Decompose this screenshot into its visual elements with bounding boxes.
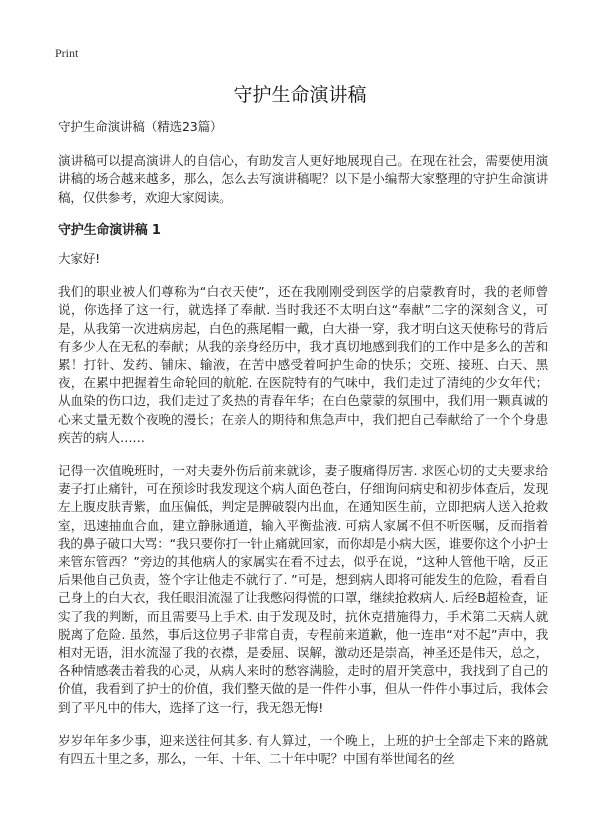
body-paragraph: 岁岁年年多少事，迎来送往何其多. 有人算过，一个晚上，上班的护士全部走下来的路就有四五十里之多，那么，一年、十年、二十年中呢？中国有举世闻名的丝 [58, 732, 548, 767]
intro-paragraph: 演讲稿可以提高演讲人的自信心，有助发言人更好地展现自己。在现在社会，需要使用演讲稿的场合越来越多，那么，怎么去写演讲稿呢？以下是小编帮大家整理的守护生命演讲稿，仅供参考，欢迎大家阅读。 [58, 153, 548, 205]
document-body [58, 118, 548, 783]
document-subtitle: 守护生命演讲稿（精选23篇） [58, 119, 223, 134]
print-link[interactable]: Print [55, 46, 79, 60]
section-heading: 守护生命演讲稿 1 [58, 222, 161, 238]
body-paragraph: 记得一次值晚班时，一对夫妻外伤后前来就诊，妻子腹痛得厉害. 求医心切的丈夫要求给妻子打止痛针，可在预诊时我发现这个病人面色苍白，仔细询问病史和初步体查后，发现左上腹皮肤青紫，血压偏低，判定是脾破裂内出血，在通知医生前，立即把病人送入抢救室，迅速抽血合血，建立静脉通道，输入平衡盐液. 可病人家属不但不听医嘱，反而指着我的鼻子破口大骂：“我只要你打一针止痛就回家，而你却是小病大医，谁要你这个小护士来管东管西？”旁边的其他病人的家属实在看不过去，似乎在说，“这种人管他干啥，反正后果他自己负责，签个字让他走不就行了. ”可是，想到病人即将可能发生的危险，看看自己身上的白大衣，我任眼泪流湿了让我憋闷得慌的口罩，继续抢救病人. 后经B超检查，证实了我的判断，而且需要马上手术. 由于发现及时，抗休克措施得力，手术第二天病人就脱离了危险. 虽然，事后这位男子非常自责，专程前来道歉，他一连串“对不起”声中，我相对无语，泪水流湿了我的衣襟，是委屈、误解，激动还是崇高，神圣还是伟天，总之，各种情感袭击着我的心灵，从病人来时的愁容满脸，走时的眉开笑意中，我找到了自己的价值，我看到了护士的价值，我们整天做的是一件件小事，但从一件件小事过后，我体会到了平凡中的伟大，选择了这一行，我无怨无悔! [58, 463, 548, 715]
greeting-text: 大家好! [58, 251, 101, 267]
body-paragraph: 我们的职业被人们尊称为“白衣天使”，还在我刚刚受到医学的启蒙教育时，我的老师曾说，你选择了这一行，就选择了奉献. 当时我还不太明白这“奉献”二字的深刻含义，可是，从我第一次进病房起，白色的燕尾帽一戴，白大褂一穿，我才明白这天使称号的背后有多少人在无私的奉献；从我的亲身经历中，我才真切地感到我们的工作中是多么的苦和累！打针、发药、铺床、输液，在苦中感受着呵护生命的快乐；交班、接班、白天、黑夜，在累中把握着生命轮回的航舵. 在医院特有的气味中，我们走过了清纯的少女年代；从血染的伤口边，我们走过了炙热的青春年华；在白色蒙蒙的氛围中，我们用一颗真诚的心来丈量无数个夜晚的漫长；在亲人的期待和焦急声中，我们把自己奉献给了一个个身患疾苦的病人…… [58, 284, 548, 445]
page-title: 守护生命演讲稿 [233, 84, 367, 106]
